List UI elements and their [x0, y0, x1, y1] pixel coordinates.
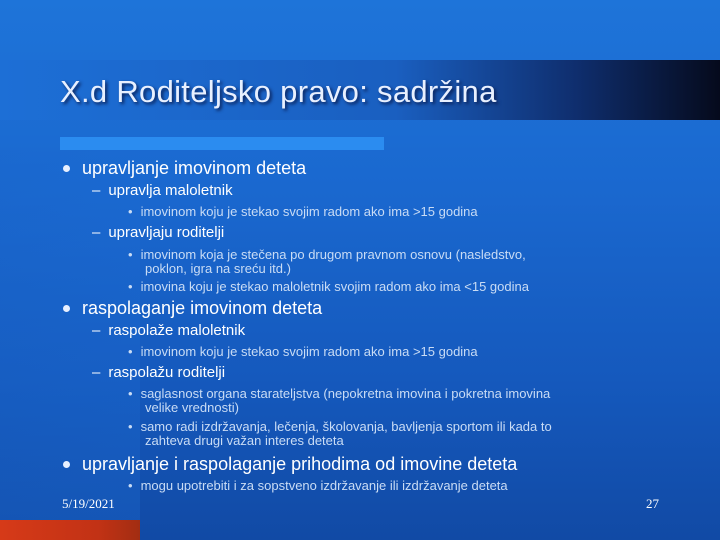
- bullet-text: saglasnost organa starateljstva (nepokretna imovina i pokretna imovina: [140, 386, 551, 401]
- bullet-level2: [92, 364, 225, 381]
- dash-icon: –: [92, 224, 101, 241]
- bullet-level1: upravljanje imovinom deteta: [82, 158, 307, 178]
- bullet-level1: raspolaganje imovinom deteta: [82, 298, 323, 318]
- bullet-icon: [63, 461, 70, 468]
- bullet-level3: [128, 387, 550, 401]
- bullet-level3-cont: poklon, igra na sreću itd.): [145, 261, 291, 276]
- bullet-level3-cont: zahteva drugi važan interes deteta: [145, 433, 344, 448]
- bullet-level3: [128, 479, 508, 493]
- dash-icon: –: [92, 182, 101, 199]
- bullet-text: raspolaže maloletnik: [108, 322, 246, 339]
- page-number: 27: [646, 496, 659, 511]
- bullet-text: mogu upotrebiti i za sopstveno izdržavanje ili izdržavanje deteta: [140, 478, 508, 493]
- dot-icon: •: [128, 386, 133, 401]
- bullet-text: imovina koju je stekao maloletnik svojim radom ako ima <15 godina: [140, 279, 529, 294]
- bullet-text: samo radi izdržavanja, lečenja, školovanja, bavljenja sportom ili kada to: [140, 419, 552, 434]
- bullet-text: upravlja maloletnik: [108, 182, 233, 199]
- bullet-text: imovinom koju je stekao svojim radom ako ima >15 godina: [140, 204, 478, 219]
- bullet-text: upravljaju roditelji: [108, 224, 225, 241]
- dot-icon: •: [128, 247, 133, 262]
- bullet-icon: [63, 305, 70, 312]
- bullet-level2: [92, 224, 224, 241]
- dot-icon: •: [128, 419, 133, 434]
- bullet-level3-cont: velike vrednosti): [145, 400, 239, 415]
- bullet-level2: [92, 182, 233, 199]
- bullet-text: imovinom koju je stekao svojim radom ako ima >15 godina: [140, 344, 478, 359]
- dash-icon: –: [92, 322, 101, 339]
- footer-date: 5/19/2021: [62, 496, 115, 511]
- bullet-level3: [128, 280, 529, 294]
- dot-icon: •: [128, 204, 133, 219]
- bullet-level3: [128, 248, 526, 262]
- slide-title: X.d Roditeljsko pravo: sadržina: [60, 74, 497, 109]
- dot-icon: •: [128, 478, 133, 493]
- bullet-level3: [128, 205, 478, 219]
- bullet-level3: [128, 345, 478, 359]
- dash-icon: –: [92, 364, 101, 381]
- bullet-text: imovinom koja je stečena po drugom pravnom osnovu (nasledstvo,: [140, 247, 526, 262]
- bullet-text: raspolažu roditelji: [108, 364, 226, 381]
- bullet-level2: [92, 322, 245, 339]
- dot-icon: •: [128, 344, 133, 359]
- dot-icon: •: [128, 279, 133, 294]
- bullet-level1: upravljanje i raspolaganje prihodima od imovine deteta: [82, 454, 518, 474]
- bullet-level3: [128, 420, 552, 434]
- bullet-icon: [63, 165, 70, 172]
